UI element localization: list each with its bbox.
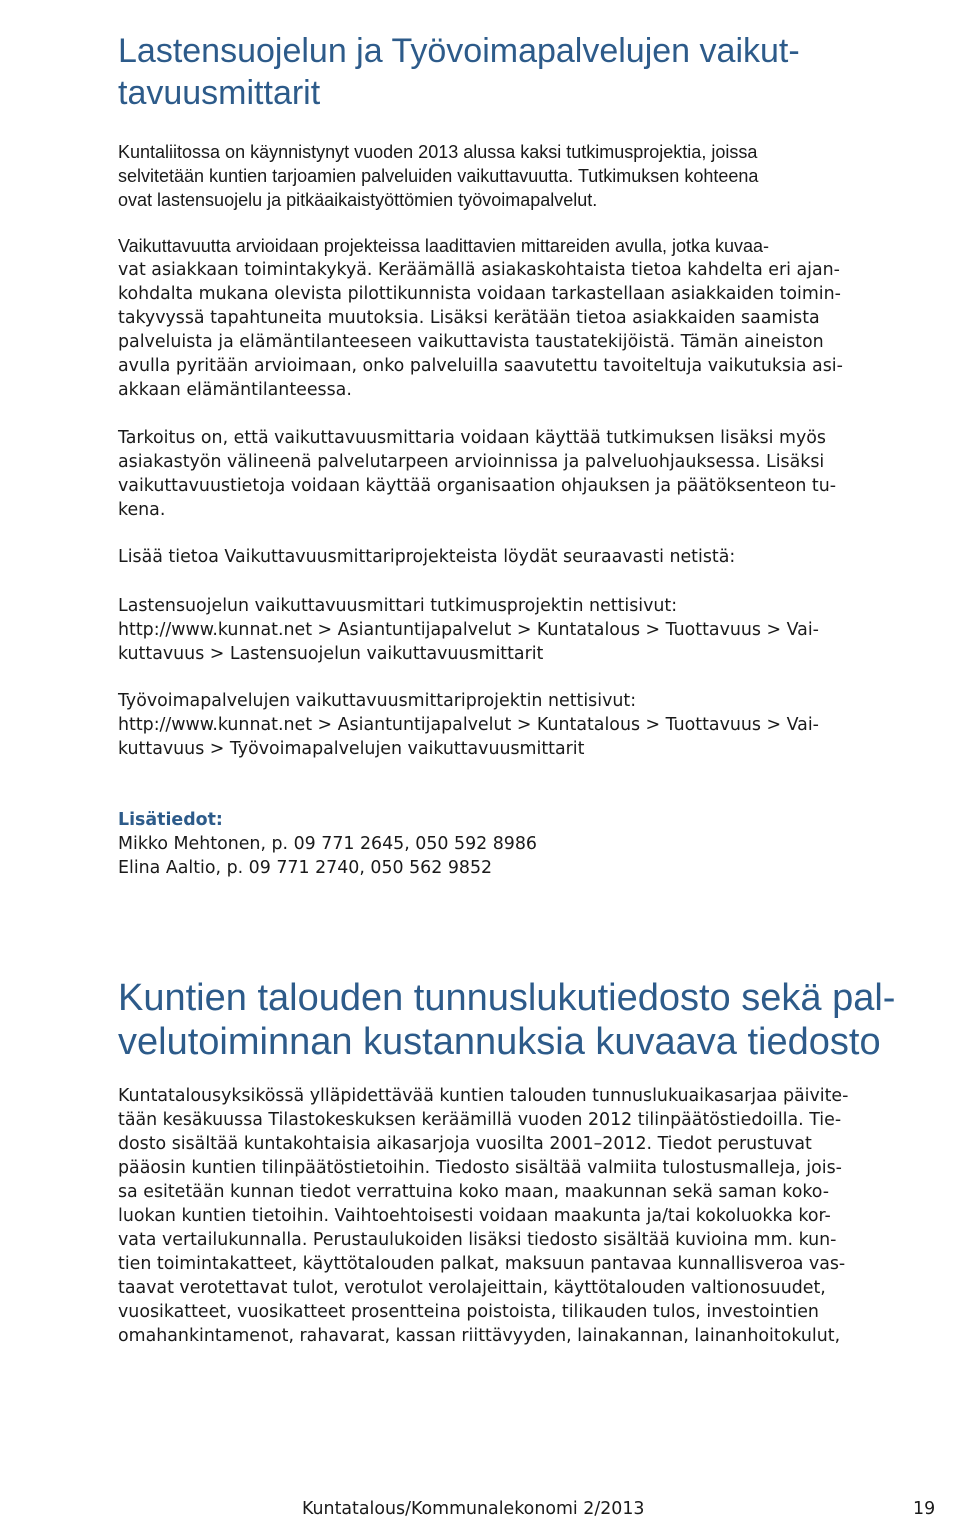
text-line: Vaikuttavuutta arvioidaan projekteissa laadittavien mittareiden avulla, jotka kuvaa-: [118, 236, 770, 256]
text-line: tään kesäkuussa Tilastokeskuksen keräämillä vuoden 2012 tilinpäätöstiedoilla. Tie-: [118, 1110, 842, 1130]
text-line: Kuntatalousyksikössä ylläpidettävää kuntien talouden tunnuslukuaikasarjaa päivite-: [118, 1086, 849, 1106]
text-line: taavat verotettavat tulot, verotulot verolajeittain, käyttötalouden valtionosuudet,: [118, 1278, 826, 1298]
footer-publication: Kuntatalous/Kommunalekonomi 2/2013: [302, 1499, 645, 1519]
text-line: vaikuttavuustietoja voidaan käyttää organisaation ohjauksen ja päätöksenteon tu-: [118, 476, 837, 496]
method-paragraph: [118, 234, 936, 402]
text-line: Työvoimapalvelujen vaikuttavuusmittariprojektin nettisivut:: [118, 691, 637, 711]
text-line: kohdalta mukana olevista pilottikunnista voidaan tarkastellaan asiakkaiden toimin-: [118, 284, 841, 304]
more-info-text: Lisää tietoa Vaikuttavuusmittariprojekteista löydät seuraavasti netistä:: [118, 547, 736, 567]
web-path-line[interactable]: http://www.kunnat.net > Asiantuntijapalvelut > Kuntatalous > Tuottavuus > Vai-: [118, 715, 819, 735]
purpose-paragraph: [118, 426, 936, 522]
text-line: Tarkoitus on, että vaikuttavuusmittaria voidaan käyttää tutkimuksen lisäksi myös: [118, 428, 826, 448]
contact-line: Elina Aaltio, p. 09 771 2740, 050 562 9852: [118, 858, 493, 878]
heading-line: tavuusmittarit: [118, 74, 321, 112]
child-welfare-link-block: [118, 594, 936, 666]
text-line: tien toimintakatteet, käyttötalouden palkat, maksuun pantavaa kunnallisveroa vas-: [118, 1254, 846, 1274]
text-line: vata vertailukunnalla. Perustaulukoiden lisäksi tiedosto sisältää kuvioina mm. kun-: [118, 1230, 837, 1250]
text-line: ovat lastensuojelu ja pitkäaikaistyöttömien työvoimapalvelut.: [118, 190, 598, 210]
contacts-block: [118, 808, 936, 880]
text-line: palveluista ja elämäntilanteeseen vaikuttavista taustatekijöistä. Tämän aineiston: [118, 332, 824, 352]
heading-line: Kuntien talouden tunnuslukutiedosto sekä pal-: [118, 977, 896, 1019]
text-line: akkaan elämäntilanteessa.: [118, 380, 352, 400]
text-line: vuosikatteet, vuosikatteet prosentteina poistoista, tilikauden tulos, investointien: [118, 1302, 819, 1322]
text-line: avulla pyritään arvioimaan, onko palveluilla saavutettu tavoiteltuja vaikutuksia asi-: [118, 356, 843, 376]
text-line: luokan kuntien tietoihin. Vaihtoehtoisesti voidaan maakunta ja/tai kokoluokka kor-: [118, 1206, 831, 1226]
text-line: omahankintamenot, rahavarat, kassan riittävyyden, lainakannan, lainanhoitokulut,: [118, 1326, 841, 1346]
web-path-line[interactable]: http://www.kunnat.net > Asiantuntijapalvelut > Kuntatalous > Tuottavuus > Vai-: [118, 620, 819, 640]
heading-line: velutoiminnan kustannuksia kuvaava tiedosto: [118, 1021, 881, 1063]
text-line: selvitetään kuntien tarjoamien palveluiden vaikuttavuutta. Tutkimuksen kohteena: [118, 166, 759, 186]
section2-heading: [118, 976, 895, 1064]
employment-link-block: [118, 689, 936, 761]
text-line: dosto sisältää kuntakohtaisia aikasarjoja vuosilta 2001–2012. Tiedot perustuvat: [118, 1134, 812, 1154]
text-line: asiakastyön välineenä palvelutarpeen arvioinnissa ja palveluohjauksessa. Lisäksi: [118, 452, 825, 472]
text-line: takyvyssä tapahtuneita muutoksia. Lisäksi kerätään tietoa asiakkaiden saamista: [118, 308, 820, 328]
web-path-line[interactable]: kuttavuus > Työvoimapalvelujen vaikuttavuusmittarit: [118, 739, 585, 759]
text-line: vat asiakkaan toimintakykyä. Keräämällä asiakaskohtaista tietoa kahdelta eri ajan-: [118, 260, 840, 280]
text-line: Kuntaliitossa on käynnistynyt vuoden 2013 alussa kaksi tutkimusprojektia, joissa: [118, 142, 758, 162]
text-line: sa esitetään kunnan tiedot verrattuina koko maan, maakunnan sekä saman koko-: [118, 1182, 830, 1202]
intro-paragraph: [118, 140, 936, 212]
text-line: Lastensuojelun vaikuttavuusmittari tutkimusprojektin nettisivut:: [118, 596, 678, 616]
contacts-label: Lisätiedot:: [118, 810, 223, 830]
text-line: kena.: [118, 500, 166, 520]
page-number: 19: [913, 1499, 936, 1519]
web-path-line[interactable]: kuttavuus > Lastensuojelun vaikuttavuusmittarit: [118, 644, 544, 664]
section2-body: [118, 1084, 936, 1348]
contact-line: Mikko Mehtonen, p. 09 771 2645, 050 592 8986: [118, 834, 537, 854]
section1-heading: [118, 30, 800, 114]
text-line: pääosin kuntien tilinpäätöstietoihin. Tiedosto sisältää valmiita tulostusmalleja, jois-: [118, 1158, 842, 1178]
heading-line: Lastensuojelun ja Työvoimapalvelujen vaikut-: [118, 32, 800, 70]
